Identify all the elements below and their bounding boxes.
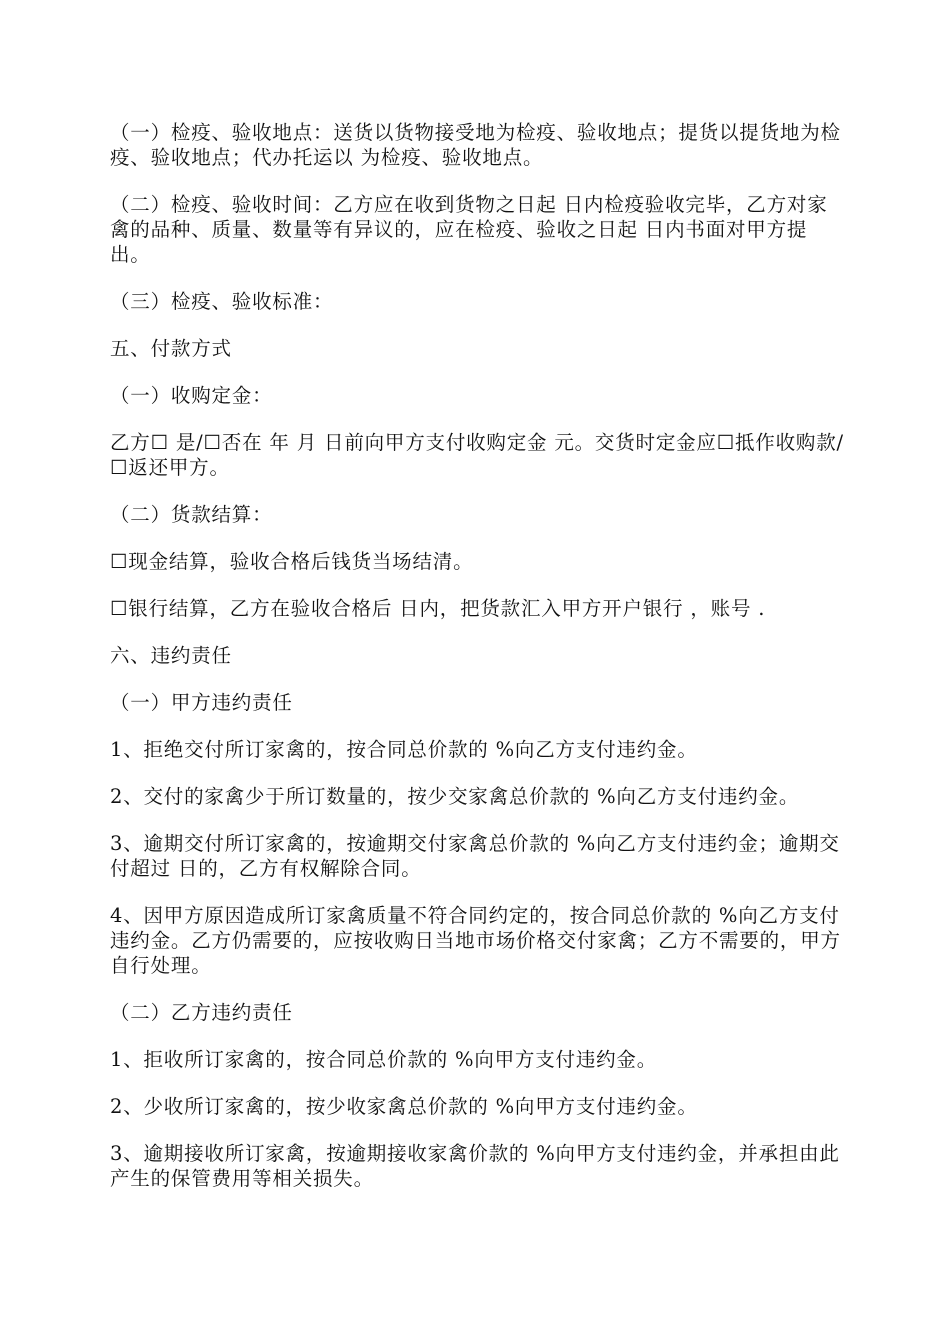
subheading-settlement: （二）货款结算： — [110, 503, 273, 526]
document-body — [110, 120, 845, 1213]
list-item-a4: 4、因甲方原因造成所订家禽质量不符合同约定的，按合同总价款的 %向乙方支付违约金。乙方仍需要的，应按收购日当地市场价格交付家禽；乙方不需要的，甲方自行处理。 — [110, 904, 841, 977]
paragraph-inspection-location: （一）检疫、验收地点：送货以货物接受地为检疫、验收地点；提货以提货地为检疫、验收地点；代办托运以 为检疫、验收地点。 — [110, 121, 841, 169]
subheading-party-b-liability: （二）乙方违约责任 — [110, 1001, 293, 1024]
paragraph-inspection-standard: （三）检疫、验收标准： — [110, 290, 334, 313]
section-heading-payment: 五、付款方式 — [110, 337, 232, 360]
paragraph-cash-settlement: ☐现金结算，验收合格后钱货当场结清。 — [110, 550, 474, 573]
paragraph-bank-settlement: ☐银行结算，乙方在验收合格后 日内，把货款汇入甲方开户银行 ，账号 . — [110, 597, 766, 620]
list-item-a3: 3、逾期交付所订家禽的，按逾期交付家禽总价款的 %向乙方支付违约金；逾期交付超过 日的，乙方有权解除合同。 — [110, 832, 840, 880]
list-item-b2: 2、少收所订家禽的，按少收家禽总价款的 %向甲方支付违约金。 — [110, 1095, 698, 1118]
paragraph-inspection-time: （二）检疫、验收时间：乙方应在收到货物之日起 日内检疫验收完毕，乙方对家禽的品种、质量、数量等有异议的，应在检疫、验收之日起 日内书面对甲方提出。 — [110, 193, 828, 266]
subheading-party-a-liability: （一）甲方违约责任 — [110, 691, 293, 714]
list-item-a2: 2、交付的家禽少于所订数量的，按少交家禽总价款的 %向乙方支付违约金。 — [110, 785, 800, 808]
list-item-b1: 1、拒收所订家禽的，按合同总价款的 %向甲方支付违约金。 — [110, 1048, 658, 1071]
paragraph-deposit-terms: 乙方☐ 是/☐否在 年 月 日前向甲方支付收购定金 元。交货时定金应☐抵作收购款/☐返还甲方。 — [110, 431, 844, 479]
list-item-a1: 1、拒绝交付所订家禽的，按合同总价款的 %向乙方支付违约金。 — [110, 738, 698, 761]
section-heading-liability: 六、违约责任 — [110, 644, 232, 667]
list-item-b3: 3、逾期接收所订家禽，按逾期接收家禽价款的 %向甲方支付违约金，并承担由此产生的保管费用等相关损失。 — [110, 1142, 840, 1190]
subheading-deposit: （一）收购定金： — [110, 384, 273, 407]
